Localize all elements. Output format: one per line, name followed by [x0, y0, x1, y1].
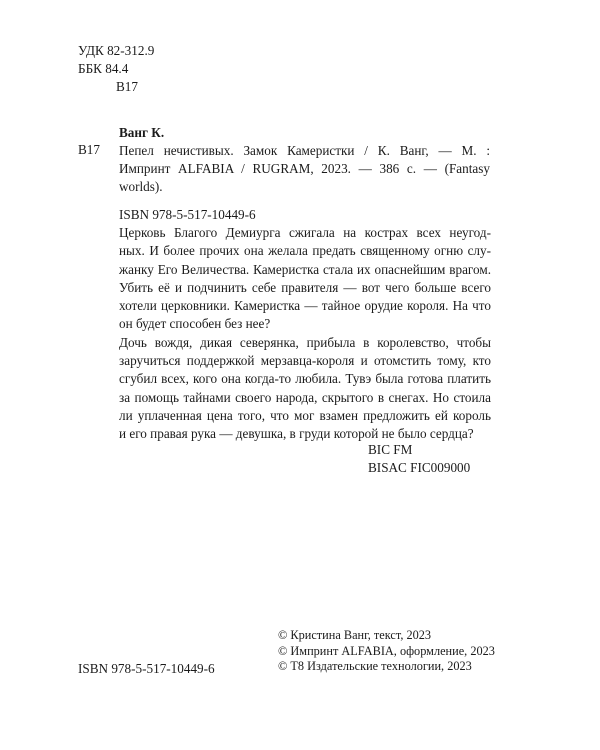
footer-isbn: ISBN 978-5-517-10449-6 — [78, 661, 215, 676]
annotation-line: за помощь тайнами своего народа, скрытого в снегах. Но стоила — [119, 389, 491, 405]
annotation-line: Убить её и подчинить себе правителя — вот чего больше всего — [119, 279, 491, 295]
annotation-paragraph-2 — [119, 334, 491, 444]
annotation-line: заручиться поддержкой мерзавца-короля и отомстить тому, кто — [119, 353, 491, 369]
copyright-line: © Т8 Издательские технологии, 2023 — [278, 659, 472, 673]
annotation-line: он будет способен без нее? — [119, 316, 271, 332]
record-isbn: ISBN 978-5-517-10449-6 — [119, 207, 256, 222]
annotation-line: жанку Его Величества. Камеристка стала их опаснейшим врагом. — [119, 261, 491, 277]
copyright-line: © Кристина Ванг, текст, 2023 — [278, 628, 432, 642]
subject-codes — [368, 441, 470, 477]
annotation-line: ных. И более прочих она желала предать священному огню слу- — [119, 243, 491, 259]
annotation-paragraph-1 — [119, 224, 491, 334]
bic-code: BIC FM — [368, 442, 413, 457]
bibliographic-description — [119, 142, 490, 196]
annotation-line: Дочь вождя, дикая северянка, прибыла в королевство, чтобы — [119, 334, 491, 350]
classification-block — [78, 42, 154, 96]
annotation-line: и его правая рука — девушка, в груди которой не было сердца? — [119, 426, 474, 442]
udk-code: УДК 82-312.9 — [78, 43, 155, 58]
annotation-line: Церковь Благого Демиурга сжигала на кострах всех неугод- — [119, 225, 491, 240]
author-mark: В17 — [116, 79, 138, 94]
bisac-code: BISAC FIC009000 — [368, 460, 471, 475]
description-line: worlds). — [119, 179, 163, 194]
copyright-block — [278, 628, 495, 675]
description-line: Пепел нечистивых. Замок Камеристки / К. Ванг, — М. : — [119, 143, 490, 158]
bbk-code: ББК 84.4 — [78, 61, 129, 76]
record-author-mark: В17 — [78, 142, 100, 157]
record-author: Ванг К. — [119, 125, 165, 140]
copyright-line: © Импринт ALFABIA, оформление, 2023 — [278, 643, 495, 658]
description-line: Импринт ALFABIA / RUGRAM, 2023. — 386 с. — (Fantasy — [119, 161, 490, 176]
annotation-line: сгубил всех, кого она когда-то любила. Тувэ была готова платить — [119, 371, 491, 387]
annotation-line: хотели церковники. Камеристка — тайное орудие короля. На что — [119, 298, 491, 314]
annotation-line: ли уплаченная цена того, что мог взамен предложить ей король — [119, 407, 491, 423]
annotation — [119, 224, 491, 444]
